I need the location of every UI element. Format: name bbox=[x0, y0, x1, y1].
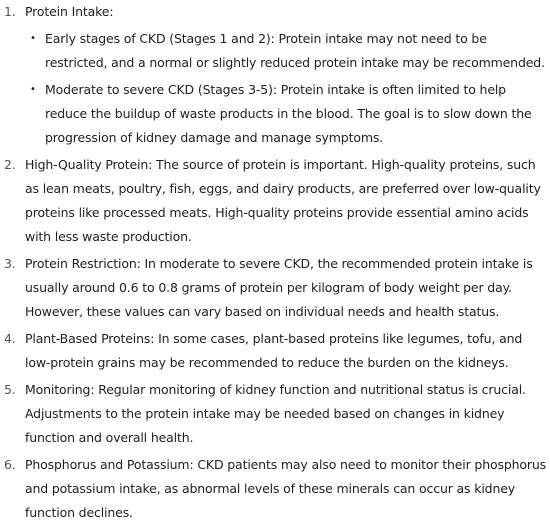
bullet-icon: • bbox=[30, 84, 36, 95]
sub-list-item-text: Early stages of CKD (Stages 1 and 2): Protein intake may not need to be restricted, and a normal or slightly reduced protein intake may be recommended. bbox=[45, 31, 545, 70]
list-item-3 bbox=[0, 252, 550, 324]
list-number: 4. bbox=[4, 331, 16, 346]
bullet-icon: • bbox=[30, 33, 36, 44]
sub-list-item-text: Moderate to severe CKD (Stages 3-5): Protein intake is often limited to help reduce the buildup of waste products in the blood. The goal is to slow down the progression of kidney damage and manage symptoms. bbox=[45, 82, 532, 145]
list-item-text: Monitoring: Regular monitoring of kidney function and nutritional status is crucial. Adjustments to the protein intake may be needed based on changes in kidney function and overall health. bbox=[25, 382, 526, 445]
list-number: 5. bbox=[4, 382, 16, 397]
list-number: 1. bbox=[4, 4, 16, 19]
list-item-text: Plant-Based Proteins: In some cases, plant-based proteins like legumes, tofu, and low-protein grains may be recommended to reduce the burden on the kidneys. bbox=[25, 331, 523, 370]
list-number: 2. bbox=[4, 157, 16, 172]
list-item-6 bbox=[0, 453, 550, 525]
list-item-5 bbox=[0, 378, 550, 450]
list-item-text: Phosphorus and Potassium: CKD patients may also need to monitor their phosphorus and potassium intake, as abnormal levels of these minerals can occur as kidney function declines. bbox=[25, 457, 547, 520]
list-item-4 bbox=[0, 327, 550, 375]
sub-list-item-2 bbox=[0, 78, 550, 150]
list-number: 3. bbox=[4, 256, 16, 271]
list-item-text: Protein Intake: bbox=[25, 4, 114, 19]
list-item-2 bbox=[0, 153, 550, 249]
list-item-text: High-Quality Protein: The source of protein is important. High-quality proteins, such as lean meats, poultry, fish, eggs, and dairy products, are preferred over low-quality proteins like processed meats. High-quality proteins provide essential amino acids with less waste production. bbox=[25, 157, 541, 244]
sub-list-item-1 bbox=[0, 27, 550, 75]
list-number: 6. bbox=[4, 457, 16, 472]
list-item-text: Protein Restriction: In moderate to severe CKD, the recommended protein intake is usually around 0.6 to 0.8 grams of protein per kilogram of body weight per day. However, these values can vary based on individual needs and health status. bbox=[25, 256, 533, 319]
list-item-1 bbox=[0, 0, 550, 24]
